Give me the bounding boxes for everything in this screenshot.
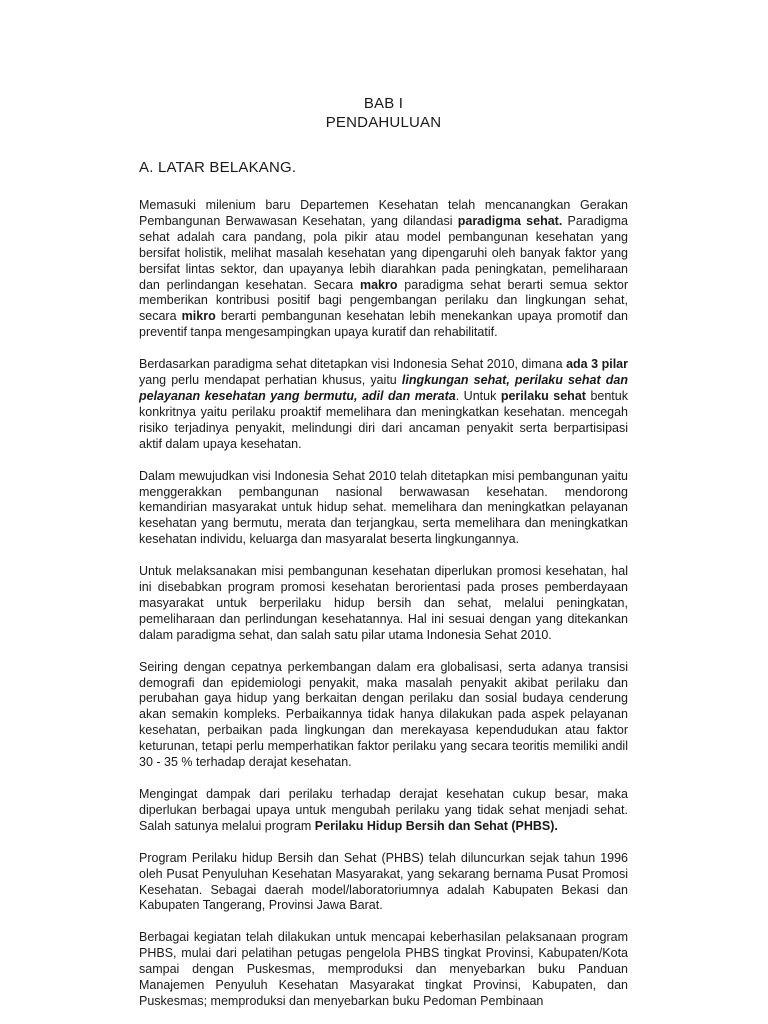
chapter-number: BAB I [363, 95, 404, 112]
paragraph-5: Seiring dengan cepatnya perkembangan dalam era globalisasi, serta adanya transisi demografi dan epidemiologi penyakit, maka masalah penyakit akibat perilaku dan perubahan gaya hidup yang berkaitan dengan perilaku dan sosial budaya cenderung akan semakin kompleks. Perbaikannya tidak hanya dilakukan pada aspek pelayanan kesehatan, perbaikan pada lingkungan dan merekayasa kependudukan atau faktor keturunan, tetapi perlu memperhatikan faktor perilaku yang secara teoritis memiliki andil 30 - 35 % terhadap derajat kesehatan. [139, 659, 628, 770]
paragraph-2: Berdasarkan paradigma sehat ditetapkan visi Indonesia Sehat 2010, dimana ada 3 pilar yang perlu mendapat perhatian khusus, yaitu lingkungan sehat, perilaku sehat dan pelayanan kesehatan yang bermutu, adil dan merata. Untuk perilaku sehat bentuk konkritnya yaitu perilaku proaktif memelihara dan meningkatkan kesehatan. mencegah risiko terjadinya penyakit, melindungi diri dari ancaman penyakit serta berpartisipasi aktif dalam upaya kesehatan. [139, 357, 628, 451]
paragraph-3: Dalam mewujudkan visi Indonesia Sehat 2010 telah ditetapkan misi pembangunan yaitu menggerakkan pembangunan nasional berwawasan kesehatan. mendorong kemandirian masyarakat untuk hidup sehat. memelihara dan meningkatkan pelayanan kesehatan yang bermutu, merata dan terjangkau, serta memelihara dan meningkatkan kesehatan individu, keluarga dan masyaralat beserta lingkungannya. [139, 468, 628, 547]
chapter-title: PENDAHULUAN [325, 114, 442, 131]
paragraph-7: Program Perilaku hidup Bersih dan Sehat (PHBS) telah diluncurkan sejak tahun 1996 oleh Pusat Penyuluhan Kesehatan Masyarakat, yang sekarang bernama Pusat Promosi Kesehatan. Sebagai daerah model/laboratoriumnya adalah Kabupaten Bekasi dan Kabupaten Tangerang, Provinsi Jawa Barat. [139, 850, 628, 913]
paragraph-4: Untuk melaksanakan misi pembangunan kesehatan diperlukan promosi kesehatan, hal ini disebabkan program promosi kesehatan berorientasi pada proses pemberdayaan masyarakat untuk berperilaku hidup bersih dan sehat, melalui peningkatan, pemeliharaan dan perlindungan kesehatannya. Hal ini sesuai dengan yang ditekankan dalam paradigma sehat, dan salah satu pilar utama Indonesia Sehat 2010. [139, 564, 628, 642]
paragraph-6: Mengingat dampak dari perilaku terhadap derajat kesehatan cukup besar, maka diperlukan berbagai upaya untuk mengubah perilaku yang tidak sehat menjadi sehat. Salah satunya melalui program Perilaku Hidup Bersih dan Sehat (PHBS). [139, 787, 628, 833]
section-heading: A. LATAR BELAKANG. [139, 159, 297, 176]
paragraph-1: Memasuki milenium baru Departemen Kesehatan telah mencanangkan Gerakan Pembangunan Berwawasan Kesehatan, yang dilandasi paradigma sehat. Paradigma sehat adalah cara pandang, pola pikir atau model pembangunan kesehatan yang bersifat holistik, melihat masalah kesehatan yang dipengaruhi oleh banyak faktor yang bersifat lintas sektor, dan upayanya lebih diarahkan pada peningkatan, pemeliharaan dan perlindangan kesehatan. Secara makro paradigma sehat berarti semua sektor memberikan kontribusi positif bagi pengembangan perilaku dan lingkungan sehat, secara mikro berarti pembangunan kesehatan lebih menekankan upaya promotif dan preventif tanpa mengesampingkan upaya kuratif dan rehabilitatif. [139, 198, 628, 340]
paragraph-8: Berbagai kegiatan telah dilakukan untuk mencapai keberhasilan pelaksanaan program PHBS, mulai dari pelatihan petugas pengelola PHBS tingkat Provinsi, Kabupaten/Kota sampai dengan Puskesmas, memproduksi dan menyebarkan buku Panduan Manajemen Penyuluh Kesehatan Masyarakat tingkat Provinsi, Kabupaten, dan Puskesmas; memproduksi dan menyebarkan buku Pedoman Pembinaan [139, 930, 628, 1008]
